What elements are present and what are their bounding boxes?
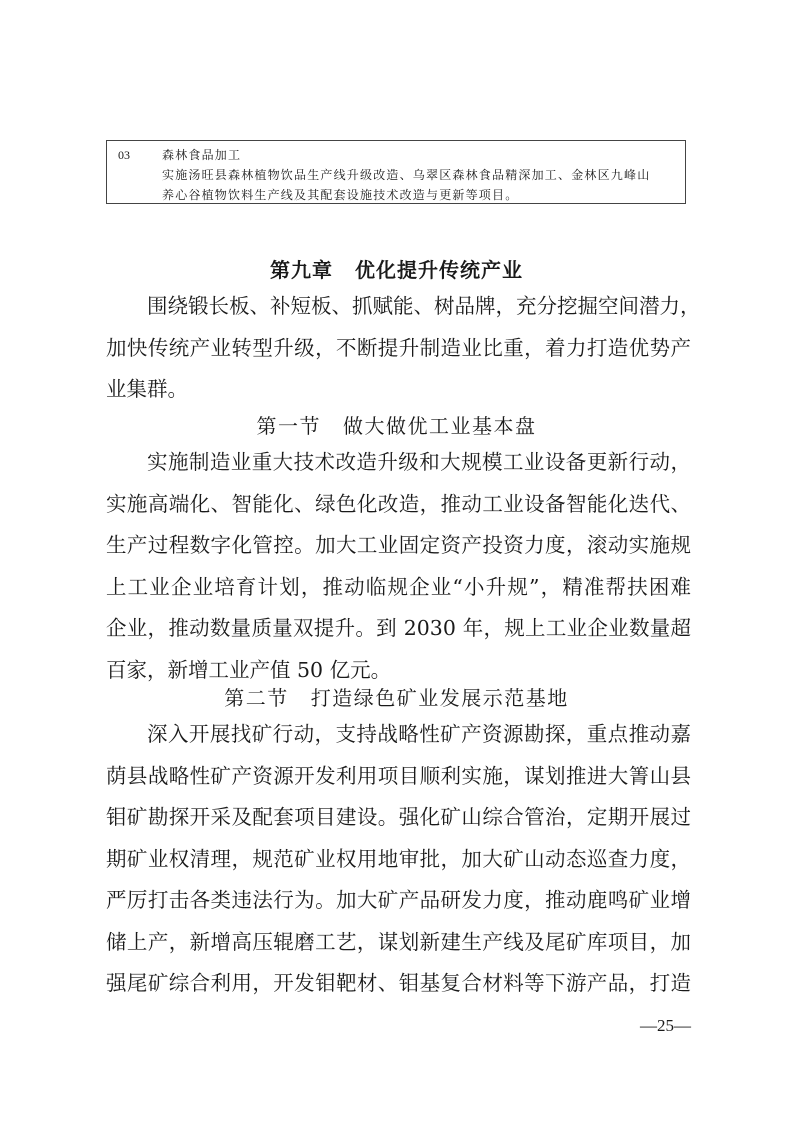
intro-paragraph xyxy=(106,286,701,411)
paragraph-line: 荫县战略性矿产资源开发利用项目顺利实施，谋划推进大箐山县 xyxy=(106,763,691,788)
paragraph-line: 实施制造业重大技术改造升级和大规模工业设备更新行动， xyxy=(147,450,691,474)
paragraph-line: 百家，新增工业产值 50 亿元。 xyxy=(106,657,392,682)
project-content xyxy=(162,145,677,205)
paragraph-line: 围绕锻长板、补短板、抓赋能、树品牌，充分挖掘空间潜力， xyxy=(147,294,701,318)
section-title xyxy=(0,410,793,439)
paragraph-line: 深入开展找矿行动，支持战略性矿产资源勘探，重点推动嘉 xyxy=(147,722,691,746)
paragraph-line: 加快传统产业转型升级，不断提升制造业比重，着力打造优势产 xyxy=(106,335,691,360)
section-title xyxy=(0,682,793,711)
chapter-title xyxy=(0,254,793,283)
project-number: 03 xyxy=(118,148,130,162)
section-paragraph xyxy=(106,714,691,1005)
paragraph-line: 强尾矿综合利用，开发钼靶材、钼基复合材料等下游产品，打造 xyxy=(106,971,691,995)
paragraph-line: 钼矿勘探开采及配套项目建设。强化矿山综合管治，定期开展过 xyxy=(106,805,691,829)
project-box xyxy=(106,140,686,204)
page-number: —25— xyxy=(640,1016,691,1035)
paragraph-line: 期矿业权清理，规范矿业权用地审批，加大矿山动态巡查力度， xyxy=(106,846,691,871)
section-name: 做大做优工业基本盘 xyxy=(343,414,537,438)
project-title: 森林食品加工 xyxy=(162,148,242,162)
section-number: 第一节 xyxy=(256,414,321,438)
chapter-name: 优化提升传统产业 xyxy=(355,258,523,282)
section-paragraph xyxy=(106,442,691,691)
paragraph-line: 企业，推动数量质量双提升。到 2030 年，规上工业企业数量超 xyxy=(106,616,691,640)
paragraph-line: 储上产，新增高压辊磨工艺，谋划新建生产线及尾矿库项目，加 xyxy=(106,929,691,954)
section-name: 打造绿色矿业发展示范基地 xyxy=(310,686,569,710)
paragraph-line: 生产过程数字化管控。加大工业固定资产投资力度，滚动实施规 xyxy=(106,533,691,557)
paragraph-line: 实施高端化、智能化、绿色化改造，推动工业设备智能化迭代、 xyxy=(106,491,691,516)
paragraph-line: 严厉打击各类违法行为。加大矿产品研发力度，推动鹿鸣矿业增 xyxy=(106,888,691,912)
section-number: 第二节 xyxy=(224,686,289,710)
project-description-line: 实施汤旺县森林植物饮品生产线升级改造、乌翠区森林食品精深加工、金林区九峰山 xyxy=(162,168,651,182)
project-description-line: 养心谷植物饮料生产线及其配套设施技术改造与更新等项目。 xyxy=(162,188,519,202)
paragraph-line: 业集群。 xyxy=(106,377,188,401)
chapter-number: 第九章 xyxy=(270,258,333,282)
paragraph-line: 上工业企业培育计划，推动临规企业“小升规”，精准帮扶困难 xyxy=(106,574,691,599)
